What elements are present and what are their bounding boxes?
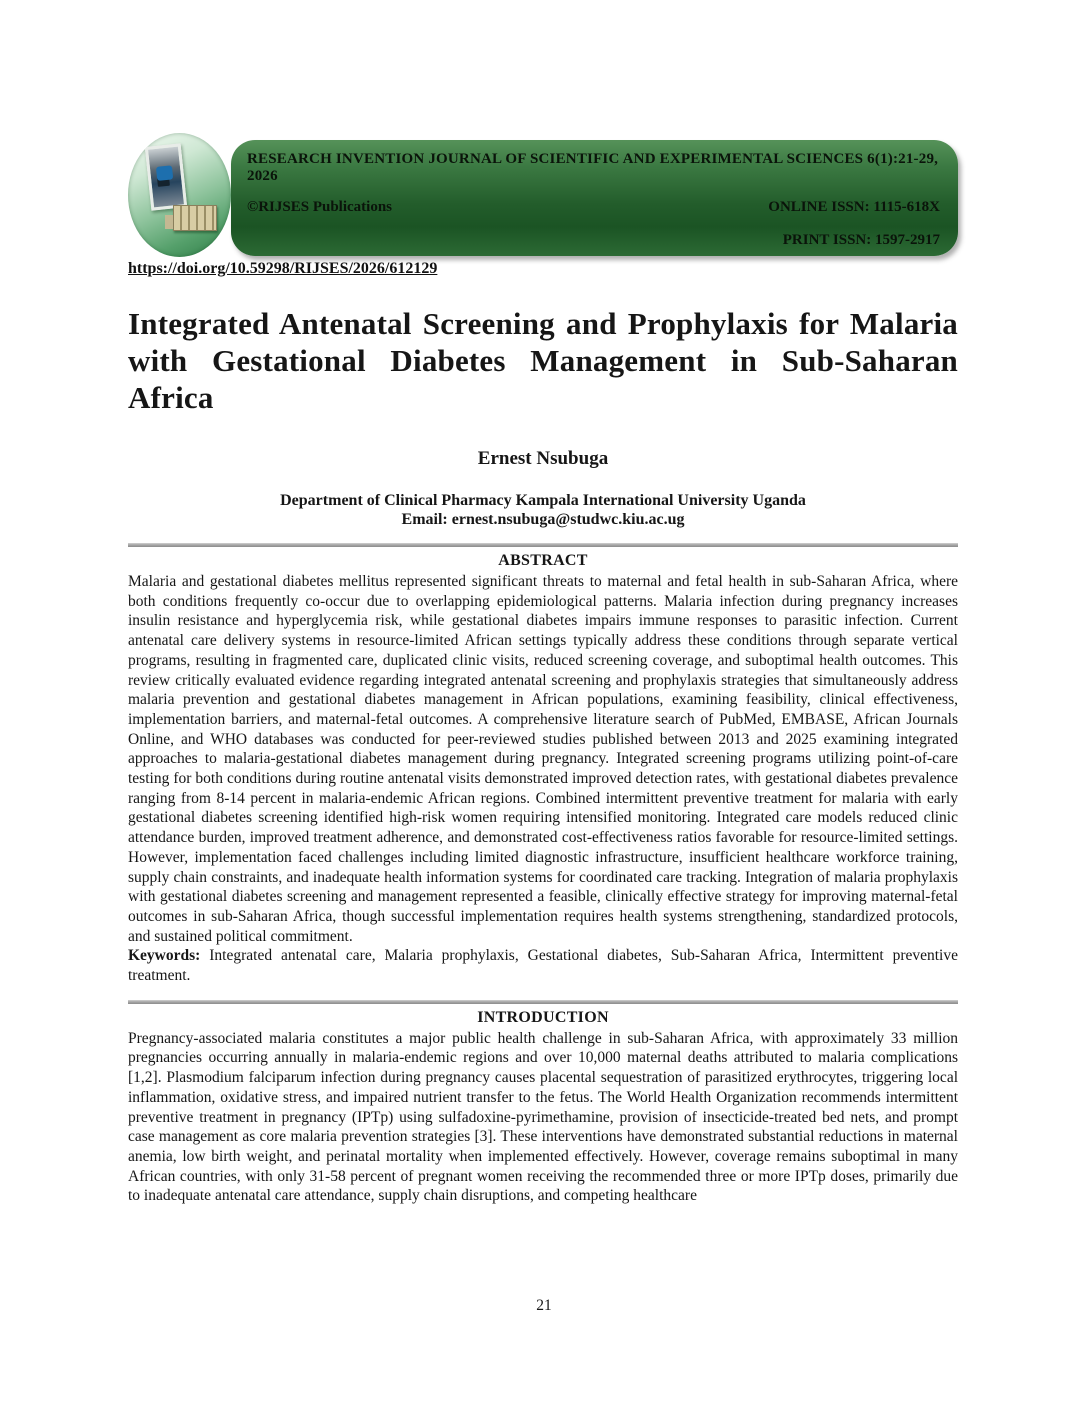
introduction-body: Pregnancy-associated malaria constitutes a major public health challenge in sub-Saharan Africa, with approximately 33 million pregnancies occurring annually in malaria-endemic regions and over 10,000 maternal deaths attributed to malaria complications [1,2]. Plasmodium falciparum infection during pregnancy causes placental sequestration of parasitized erythrocytes, triggering local inflammation, oxidative stress, and impaired nutrient transfer to the fetus. The World Health Organization recommends intermittent preventive treatment in pregnancy (IPTp) using sulfadoxine-pyrimethamine, provision of insecticide-treated bed nets, and prompt case management as core malaria prevention strategies [3]. These interventions have demonstrated substantial reductions in maternal anemia, low birth weight, and perinatal mortality when implemented effectively. However, coverage remains suboptimal in many African countries, with only 31-58 percent of pregnant women receiving the recommended three or more IPTp doses, primarily due to inadequate antenatal care attendance, supply chain disruptions, and competing healthcare <box>128 1029 958 1205</box>
section-divider <box>128 1000 958 1004</box>
print-issn: PRINT ISSN: 1597-2917 <box>782 232 940 248</box>
online-issn: ONLINE ISSN: 1115-618X <box>768 199 940 215</box>
article-title: Integrated Antenatal Screening and Prophylaxis for Malaria with Gestational Diabetes Management in Sub-Saharan Africa <box>128 306 958 415</box>
author-email: Email: ernest.nsubuga@studwc.kiu.ac.ug <box>401 511 685 528</box>
journal-title-line: RESEARCH INVENTION JOURNAL OF SCIENTIFIC AND EXPERIMENTAL SCIENCES 6(1):21-29, 2026 <box>247 151 939 184</box>
author-name: Ernest Nsubuga <box>477 448 609 469</box>
logo-photo-collage <box>145 143 187 210</box>
publisher-label: ©RIJSES Publications <box>247 199 392 215</box>
section-divider <box>128 543 958 547</box>
keywords-text: Integrated antenatal care, Malaria prophylaxis, Gestational diabetes, Sub-Saharan Africa, Intermittent preventive treatment. <box>128 947 958 985</box>
abstract-body: Malaria and gestational diabetes mellitus represented significant threats to maternal and fetal health in sub-Saharan Africa, where both conditions frequently co-occur due to overlapping epidemiological patterns. Malaria infection during pregnancy increases insulin resistance and hyperglycemia risk, while gestational diabetes impairs immune responses to parasitic infection. Current antenatal care delivery systems in resource-limited African settings typically address these conditions through separate vertical programs, resulting in fragmented care, duplicated clinic visits, reduced screening coverage, and suboptimal health outcomes. This review critically evaluated evidence regarding integrated antenatal screening and prophylaxis strategies that simultaneously address malaria prevention and gestational diabetes management in African populations, examining feasibility, clinical effectiveness, implementation barriers, and maternal-fetal outcomes. A comprehensive literature search of PubMed, EMBASE, African Journals Online, and WHO databases was conducted for peer-reviewed studies published between 2013 and 2025 examining integrated approaches to malaria-gestational diabetes management during pregnancy. Integrated screening programs utilizing point-of-care testing for both conditions during routine antenatal visits demonstrated improved detection rates, with gestational diabetes prevalence ranging from 8-14 percent in malaria-endemic African regions. Combined intermittent preventive treatment for malaria with early gestational diabetes screening identified high-risk women requiring intensified monitoring. Integrated care models reduced clinic attendance burden, improved treatment adherence, and demonstrated cost-effectiveness ratios favorable for resource-limited settings. However, implementation faced challenges including limited diagnostic infrastructure, insufficient healthcare workforce training, supply chain constraints, and inadequate health information systems for coordinated care tracking. Integration of malaria prophylaxis with gestational diabetes screening and management represented a feasible, clinically effective strategy for improving maternal-fetal outcomes in sub-Saharan Africa, though successful implementation requires health systems strengthening, standardized protocols, and sustained political commitment. <box>128 573 958 945</box>
journal-logo <box>128 133 231 257</box>
logo-equipment-image <box>173 205 217 231</box>
page-number: 21 <box>536 1297 552 1314</box>
author-affiliation: Department of Clinical Pharmacy Kampala International University Uganda <box>280 492 806 509</box>
introduction-heading: INTRODUCTION <box>477 1008 609 1026</box>
doi-line <box>128 260 958 278</box>
journal-banner <box>231 140 958 256</box>
journal-header <box>128 133 958 257</box>
keywords-line <box>128 946 958 985</box>
doi-link[interactable]: https://doi.org/10.59298/RIJSES/2026/612129 <box>128 260 438 277</box>
keywords-label: Keywords: <box>128 947 201 965</box>
abstract-heading: ABSTRACT <box>498 552 588 569</box>
